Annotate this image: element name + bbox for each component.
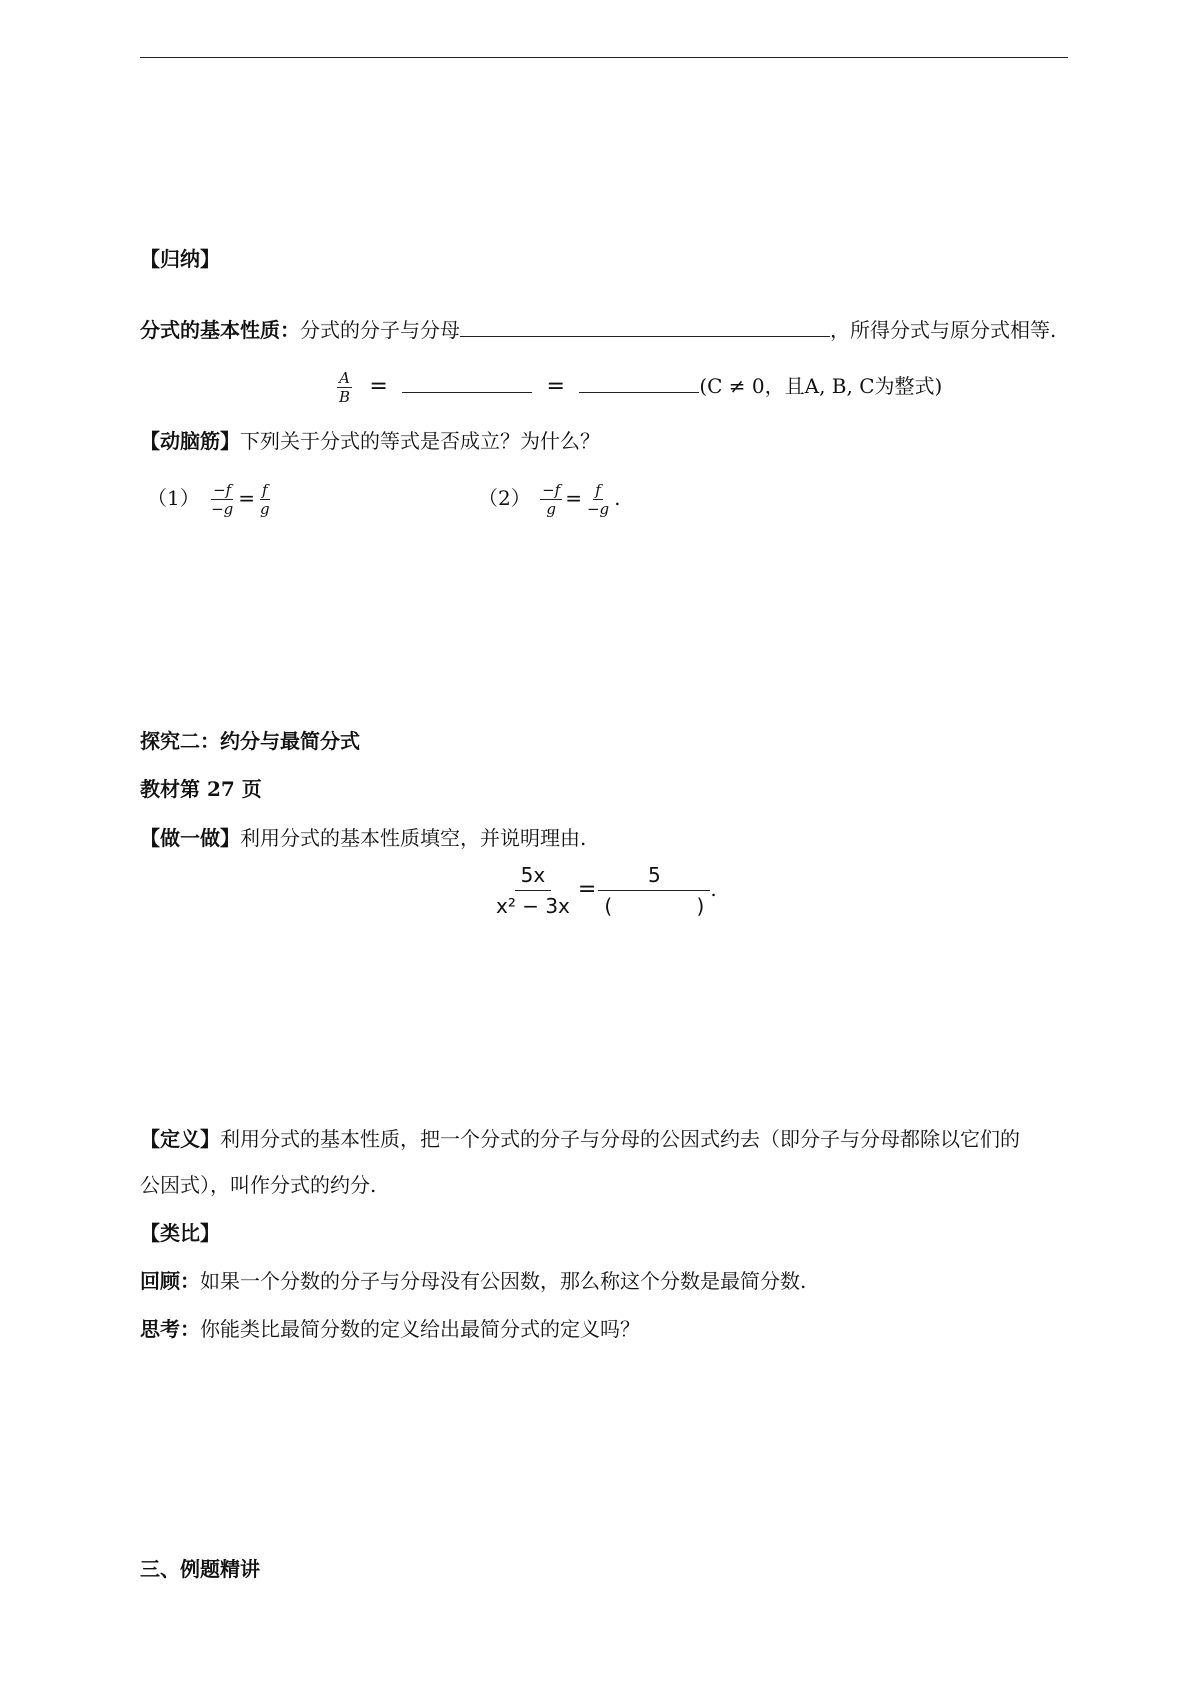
section3-title: 三、例题精讲 — [140, 1557, 260, 1581]
formula-blank-1[interactable] — [402, 372, 532, 393]
textbook-page: 教材第 27 页 — [140, 777, 262, 801]
property-label: 分式的基本性质： — [140, 318, 300, 342]
header-rule — [140, 57, 1068, 58]
property-text-before: 分式的分子与分母 — [300, 318, 460, 342]
formula-den: B — [339, 388, 351, 406]
item1-lhs — [209, 482, 235, 517]
eq-rhs-den-close: ) — [696, 894, 705, 918]
think-line — [140, 1316, 640, 1342]
eq-rhs-fraction — [598, 862, 710, 919]
item1-rhs-num: f — [262, 481, 268, 499]
dongnaojin-question: 下列关于分式的等式是否成立？为什么？ — [240, 429, 600, 453]
formula-eq-1: = — [369, 374, 388, 399]
zuoyizuo-equation — [490, 862, 717, 919]
leibi-heading: 【类比】 — [140, 1221, 220, 1245]
think-label: 思考： — [140, 1317, 200, 1341]
dongnaojin-heading: 【动脑筋】 — [140, 429, 240, 453]
zuoyizuo-text: 利用分式的基本性质填空，并说明理由. — [240, 826, 587, 850]
item2-rhs-den: −g — [586, 500, 610, 518]
item1-lhs-den: −g — [211, 500, 234, 518]
property-blank[interactable] — [460, 316, 830, 337]
item2-lhs-den: g — [546, 500, 556, 518]
tanjiu2-title: 探究二：约分与最简分式 — [140, 729, 360, 753]
review-text: 如果一个分数的分子与分母没有公因数，那么称这个分数是最简分数. — [200, 1269, 807, 1293]
eq-lhs-fraction — [490, 862, 576, 919]
item1-rhs-den: g — [260, 500, 270, 518]
zuoyizuo-heading: 【做一做】 — [140, 826, 240, 850]
item1-label: （1） — [147, 486, 200, 510]
item2-end: . — [614, 486, 621, 510]
item1-lhs-num: −f — [213, 481, 232, 499]
dingyi-text-1: 利用分式的基本性质，把一个分式的分子与分母的公因式约去（即分子与分母都除以它们的 — [220, 1127, 1020, 1151]
formula-line — [334, 370, 942, 405]
formula-num: A — [339, 369, 350, 387]
item1 — [147, 482, 275, 517]
dingyi-heading: 【定义】 — [140, 1127, 220, 1151]
property-text-after: ，所得分式与原分式相等. — [830, 318, 1057, 342]
formula-blank-2[interactable] — [579, 372, 699, 393]
eq-rhs-den-open: ( — [604, 894, 613, 918]
formula-fraction — [337, 370, 352, 405]
item2 — [478, 482, 621, 517]
item2-rhs-num: f — [595, 481, 601, 499]
eq-rhs-num: 5 — [598, 862, 710, 891]
zuoyizuo-line — [140, 825, 586, 851]
guina-heading: 【归纳】 — [140, 247, 220, 271]
item2-lhs — [540, 482, 562, 517]
eq-sign: = — [577, 877, 597, 902]
review-label: 回顾： — [140, 1269, 200, 1293]
item2-lhs-num: −f — [542, 481, 561, 499]
formula-eq-2: = — [546, 374, 565, 399]
eq-end: . — [710, 877, 717, 901]
review-line — [140, 1268, 806, 1294]
item2-label: （2） — [478, 486, 531, 510]
eq-lhs-num: 5x — [515, 862, 552, 891]
eq-rhs-den[interactable] — [598, 891, 710, 919]
item2-eq: = — [565, 486, 582, 510]
dingyi-line1 — [140, 1126, 1020, 1152]
item2-rhs — [585, 482, 611, 517]
dingyi-text-2: 公因式），叫作分式的约分. — [140, 1173, 377, 1197]
dongnaojin-line — [140, 428, 600, 454]
eq-lhs-den: x² − 3x — [496, 894, 570, 918]
item1-rhs — [258, 482, 272, 517]
formula-condition: (C ≠ 0，且A, B, C为整式) — [699, 374, 943, 398]
property-line — [140, 316, 1056, 343]
think-text: 你能类比最简分数的定义给出最简分式的定义吗？ — [200, 1317, 640, 1341]
item1-eq: = — [238, 486, 256, 510]
